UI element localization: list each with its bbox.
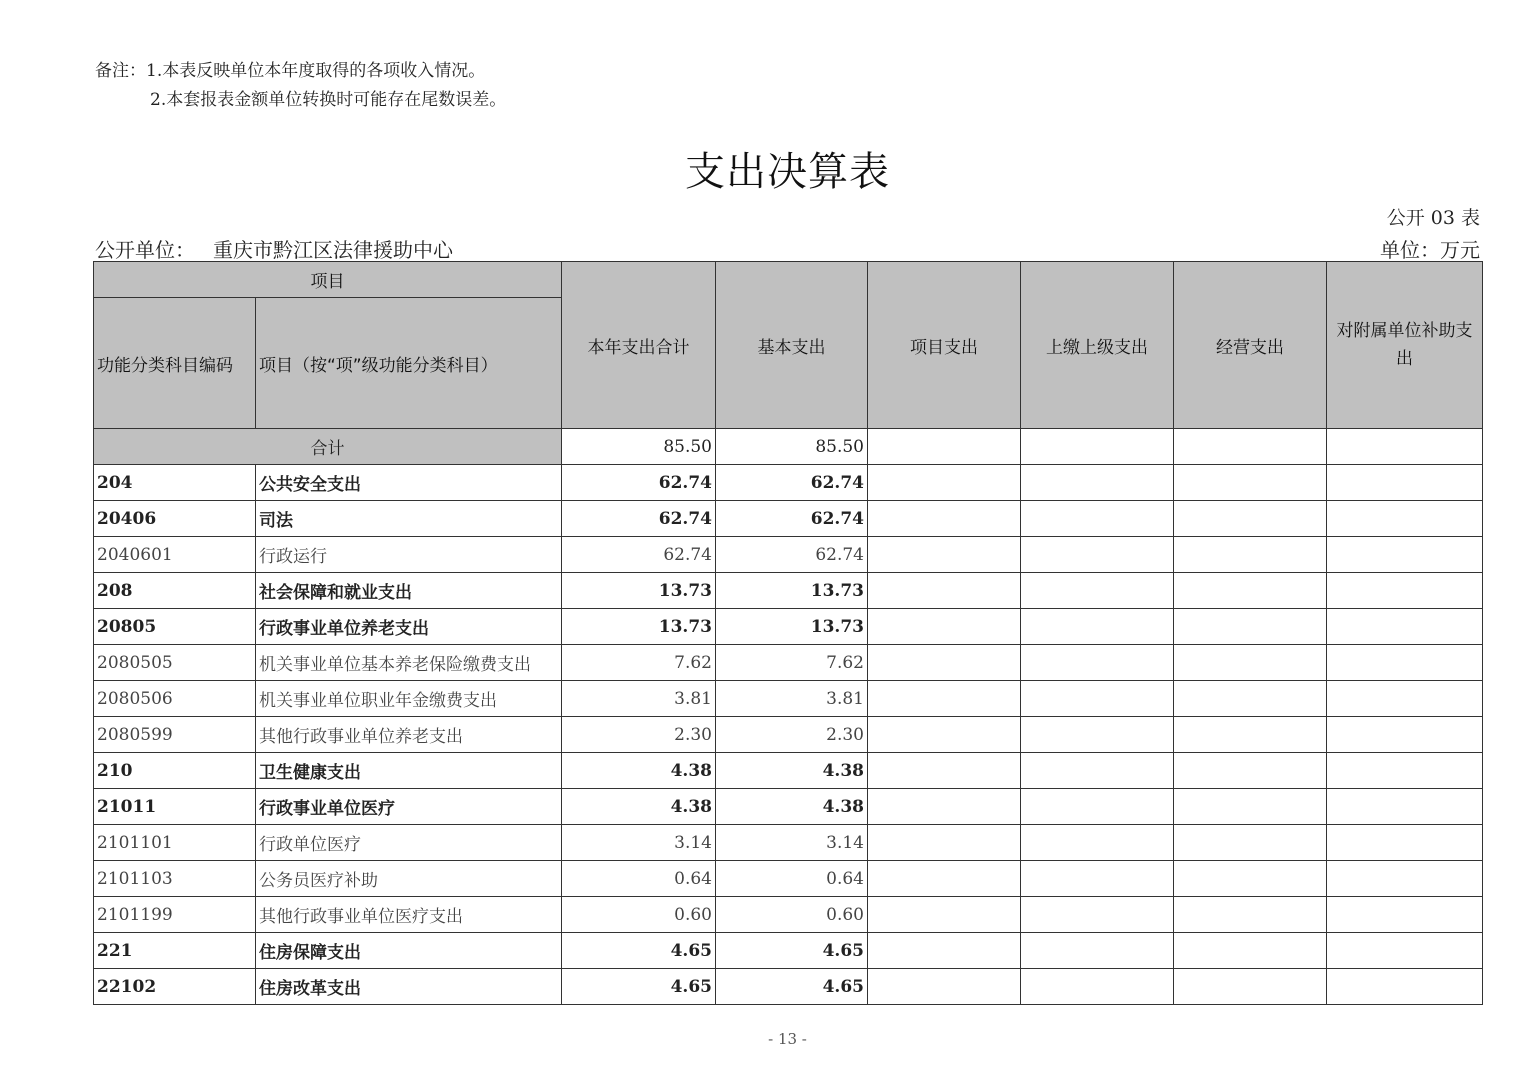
header-basic: 基本支出: [716, 262, 868, 429]
org-name: 重庆市黔江区法律援助中心: [213, 238, 453, 262]
row-total: 3.81: [562, 681, 716, 717]
form-code: 公开 03 表: [1386, 207, 1480, 229]
row-code: 221: [94, 933, 256, 969]
row-total: 4.65: [562, 933, 716, 969]
table-row: [94, 573, 1483, 609]
row-upper: [1021, 501, 1174, 537]
table-row: [94, 753, 1483, 789]
row-upper: [1021, 969, 1174, 1005]
header-total: 本年支出合计: [562, 262, 716, 429]
row-name: 住房改革支出: [256, 969, 562, 1005]
row-business: [1174, 969, 1327, 1005]
row-project: [868, 681, 1021, 717]
row-basic: 7.62: [716, 645, 868, 681]
row-project: [868, 969, 1021, 1005]
row-upper: [1021, 645, 1174, 681]
row-total: 0.64: [562, 861, 716, 897]
row-project: [868, 933, 1021, 969]
currency-unit: 单位：万元: [1380, 238, 1480, 262]
row-total: 62.74: [562, 537, 716, 573]
row-name: 公务员医疗补助: [256, 861, 562, 897]
row-total: 2.30: [562, 717, 716, 753]
total-row-upper: [1021, 429, 1174, 465]
row-code: 208: [94, 573, 256, 609]
table-row: [94, 501, 1483, 537]
note-line-2: 2.本套报表金额单位转换时可能存在尾数误差。: [150, 90, 507, 110]
row-upper: [1021, 573, 1174, 609]
table-row: [94, 717, 1483, 753]
row-basic: 3.81: [716, 681, 868, 717]
row-total: 62.74: [562, 501, 716, 537]
row-business: [1174, 681, 1327, 717]
row-basic: 3.14: [716, 825, 868, 861]
row-name: 公共安全支出: [256, 465, 562, 501]
row-subsidiary: [1327, 825, 1483, 861]
row-subsidiary: [1327, 861, 1483, 897]
row-business: [1174, 717, 1327, 753]
row-business: [1174, 753, 1327, 789]
row-code: 20805: [94, 609, 256, 645]
table-row: [94, 933, 1483, 969]
row-code: 2040601: [94, 537, 256, 573]
row-name: 其他行政事业单位医疗支出: [256, 897, 562, 933]
row-name: 行政单位医疗: [256, 825, 562, 861]
header-business: 经营支出: [1174, 262, 1327, 429]
row-subsidiary: [1327, 573, 1483, 609]
row-project: [868, 789, 1021, 825]
row-business: [1174, 501, 1327, 537]
row-code: 21011: [94, 789, 256, 825]
note-line-1: 备注：1.本表反映单位本年度取得的各项收入情况。: [95, 61, 486, 81]
row-project: [868, 609, 1021, 645]
row-code: 2080505: [94, 645, 256, 681]
row-upper: [1021, 861, 1174, 897]
row-name: 社会保障和就业支出: [256, 573, 562, 609]
row-upper: [1021, 717, 1174, 753]
row-total: 4.65: [562, 969, 716, 1005]
total-row-total: 85.50: [562, 429, 716, 465]
row-business: [1174, 573, 1327, 609]
row-code: 22102: [94, 969, 256, 1005]
row-code: 204: [94, 465, 256, 501]
table-row: [94, 681, 1483, 717]
row-name: 行政运行: [256, 537, 562, 573]
row-basic: 62.74: [716, 465, 868, 501]
row-upper: [1021, 897, 1174, 933]
row-project: [868, 717, 1021, 753]
header-name: 项目（按“项”级功能分类科目）: [256, 298, 562, 429]
row-business: [1174, 465, 1327, 501]
table-row: [94, 825, 1483, 861]
row-total: 3.14: [562, 825, 716, 861]
disclosure-unit: [95, 234, 453, 263]
row-business: [1174, 825, 1327, 861]
header-code: 功能分类科目编码: [94, 298, 256, 429]
row-basic: 13.73: [716, 609, 868, 645]
row-basic: 62.74: [716, 537, 868, 573]
expenditure-table: [93, 261, 1483, 1005]
row-project: [868, 465, 1021, 501]
row-code: 2080506: [94, 681, 256, 717]
row-subsidiary: [1327, 897, 1483, 933]
table-row: [94, 897, 1483, 933]
row-subsidiary: [1327, 681, 1483, 717]
row-business: [1174, 861, 1327, 897]
row-upper: [1021, 825, 1174, 861]
row-project: [868, 753, 1021, 789]
table-row: [94, 609, 1483, 645]
row-subsidiary: [1327, 933, 1483, 969]
row-name: 住房保障支出: [256, 933, 562, 969]
header-project-group: 项目: [94, 262, 562, 298]
row-basic: 4.38: [716, 789, 868, 825]
row-business: [1174, 609, 1327, 645]
row-upper: [1021, 537, 1174, 573]
row-upper: [1021, 681, 1174, 717]
row-upper: [1021, 609, 1174, 645]
row-project: [868, 861, 1021, 897]
row-basic: 13.73: [716, 573, 868, 609]
row-subsidiary: [1327, 969, 1483, 1005]
row-basic: 2.30: [716, 717, 868, 753]
row-business: [1174, 537, 1327, 573]
row-project: [868, 573, 1021, 609]
row-upper: [1021, 933, 1174, 969]
total-row-subsidiary: [1327, 429, 1483, 465]
row-upper: [1021, 789, 1174, 825]
row-basic: 4.65: [716, 933, 868, 969]
row-code: 2101103: [94, 861, 256, 897]
total-label: 合计: [94, 429, 562, 465]
row-subsidiary: [1327, 753, 1483, 789]
row-code: 20406: [94, 501, 256, 537]
row-name: 其他行政事业单位养老支出: [256, 717, 562, 753]
row-subsidiary: [1327, 717, 1483, 753]
row-code: 2080599: [94, 717, 256, 753]
row-total: 13.73: [562, 573, 716, 609]
row-code: 210: [94, 753, 256, 789]
row-upper: [1021, 753, 1174, 789]
row-total: 62.74: [562, 465, 716, 501]
row-business: [1174, 645, 1327, 681]
row-business: [1174, 933, 1327, 969]
row-basic: 4.65: [716, 969, 868, 1005]
row-total: 13.73: [562, 609, 716, 645]
row-name: 行政事业单位医疗: [256, 789, 562, 825]
row-total: 4.38: [562, 789, 716, 825]
table-row: [94, 861, 1483, 897]
total-row-business: [1174, 429, 1327, 465]
row-basic: 0.64: [716, 861, 868, 897]
row-project: [868, 897, 1021, 933]
table-row: [94, 537, 1483, 573]
row-business: [1174, 789, 1327, 825]
row-basic: 62.74: [716, 501, 868, 537]
total-row-project: [868, 429, 1021, 465]
table-row: [94, 645, 1483, 681]
row-basic: 0.60: [716, 897, 868, 933]
row-basic: 4.38: [716, 753, 868, 789]
row-project: [868, 825, 1021, 861]
table-row: [94, 465, 1483, 501]
row-project: [868, 501, 1021, 537]
page-title: 支出决算表: [685, 149, 890, 195]
header-upper: 上缴上级支出: [1021, 262, 1174, 429]
header-project: 项目支出: [868, 262, 1021, 429]
row-code: 2101101: [94, 825, 256, 861]
row-project: [868, 645, 1021, 681]
row-subsidiary: [1327, 537, 1483, 573]
total-row-basic: 85.50: [716, 429, 868, 465]
row-name: 机关事业单位职业年金缴费支出: [256, 681, 562, 717]
row-subsidiary: [1327, 609, 1483, 645]
row-total: 0.60: [562, 897, 716, 933]
row-total: 4.38: [562, 753, 716, 789]
table-row: [94, 969, 1483, 1005]
unit-label: 公开单位：: [95, 238, 195, 262]
row-name: 机关事业单位基本养老保险缴费支出: [256, 645, 562, 681]
row-project: [868, 537, 1021, 573]
row-subsidiary: [1327, 645, 1483, 681]
row-name: 卫生健康支出: [256, 753, 562, 789]
row-subsidiary: [1327, 789, 1483, 825]
row-subsidiary: [1327, 501, 1483, 537]
header-subsidiary: 对附属单位补助支出: [1327, 262, 1483, 429]
row-subsidiary: [1327, 465, 1483, 501]
row-upper: [1021, 465, 1174, 501]
row-business: [1174, 897, 1327, 933]
row-total: 7.62: [562, 645, 716, 681]
table-row: [94, 789, 1483, 825]
row-code: 2101199: [94, 897, 256, 933]
row-name: 司法: [256, 501, 562, 537]
page-number: - 13 -: [768, 1030, 807, 1048]
row-name: 行政事业单位养老支出: [256, 609, 562, 645]
